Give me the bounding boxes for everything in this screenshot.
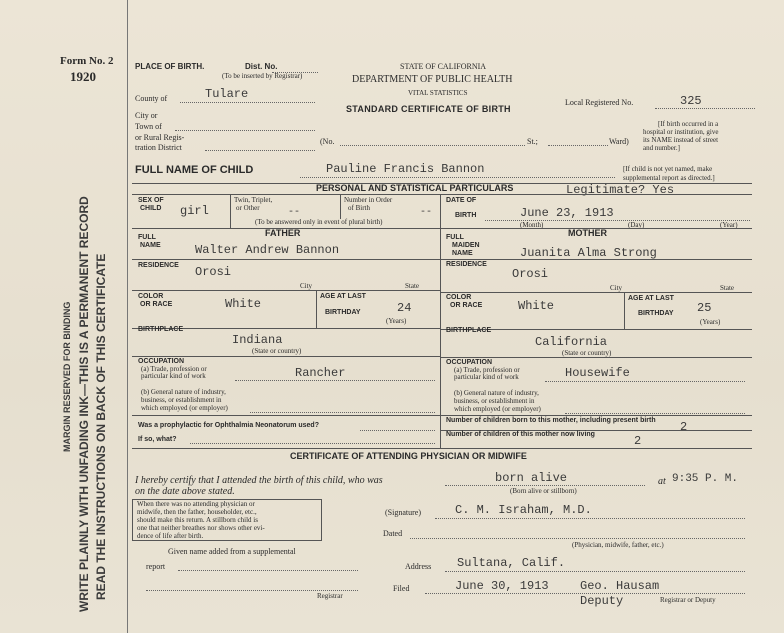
father-full-label-1: FULL: [138, 234, 156, 241]
not-named-note-2: supplemental report as directed.]: [623, 174, 715, 182]
date-label-2: BIRTH: [455, 212, 477, 219]
month-label: (Month): [520, 221, 544, 229]
registrar-name: Geo. Hausam: [580, 579, 660, 593]
father-city-label: City: [300, 282, 313, 290]
order-label-2: of Birth: [348, 204, 370, 212]
town-line: [175, 130, 315, 131]
address-value: Sultana, Calif.: [457, 556, 566, 570]
registered-line: [655, 108, 755, 109]
rule-father-birthplace: [132, 356, 440, 357]
father-years-label: (Years): [386, 317, 407, 325]
hospital-note-3: its NAME instead of street: [643, 136, 719, 144]
father-color-value: White: [225, 297, 262, 311]
mother-occupation-label: OCCUPATION: [446, 359, 493, 366]
mother-birthplace-value: California: [535, 335, 608, 349]
city-label: City or: [135, 111, 158, 120]
children-living-value: 2: [634, 434, 642, 448]
form-year: 1920: [70, 69, 96, 84]
mother-color-label-1: COLOR: [446, 294, 472, 301]
mother-age-label-1: AGE AT LAST: [628, 295, 674, 302]
binding-margin-line: [127, 0, 128, 633]
rule-father-name: [132, 259, 440, 260]
deputy-label: Deputy: [580, 594, 624, 608]
plural-note: (To be answered only in event of plural birth): [255, 218, 383, 226]
mother-occupation-line: [545, 381, 745, 382]
rule-sex-right: [230, 194, 231, 228]
rule-mother-color: [624, 292, 625, 329]
no-label: (No.: [320, 137, 335, 146]
father-residence-label: RESIDENCE: [138, 262, 179, 269]
st-label: St.;: [527, 137, 538, 146]
order-label-1: Number in Order: [344, 196, 393, 204]
rule-mother-residence: [440, 292, 752, 293]
county-label: County of: [135, 94, 168, 103]
father-industry-label-2: business, or establishment in: [141, 396, 222, 404]
hospital-note-2: hospital or institution, give: [643, 128, 719, 136]
report-line: [178, 570, 358, 571]
twin-value: --: [288, 207, 301, 218]
dist-note: (To be inserted by Registrar): [222, 72, 303, 80]
father-name-value: Walter Andrew Bannon: [195, 243, 340, 257]
hospital-note-1: [If birth occurred in a: [658, 120, 719, 128]
rule-mother-birthplace: [440, 357, 752, 358]
day-label: (Day): [628, 221, 645, 229]
rural-line: [205, 150, 315, 151]
rule-twin-right: [340, 194, 341, 219]
children-born-value: 2: [680, 420, 688, 434]
full-name-label: FULL NAME OF CHILD: [135, 164, 254, 176]
filed-value: June 30, 1913: [455, 579, 549, 593]
father-state-country: (State or country): [252, 347, 302, 355]
mother-trade-label-1: (a) Trade, profession or: [454, 366, 520, 374]
rule-parents-top: [132, 228, 752, 229]
signature-line: [435, 518, 745, 519]
mother-color-label-2: OR RACE: [450, 302, 483, 309]
registrar-or-deputy: Registrar or Deputy: [660, 596, 716, 604]
rule-mother-occupation: [440, 415, 752, 416]
filed-label: Filed: [393, 584, 410, 593]
county-line: [180, 102, 315, 103]
mother-full-label-3: NAME: [452, 250, 473, 257]
full-name-line: [300, 177, 615, 178]
instruction-note-5: dence of life after birth.: [137, 532, 204, 540]
children-born-label: Number of children born to this mother, including present birth: [446, 417, 656, 424]
ward-label: Ward): [609, 137, 629, 146]
father-industry-label-3: which employed (or employer): [141, 404, 228, 412]
prophylactic-line: [360, 430, 435, 431]
date-label-1: DATE OF: [446, 197, 477, 204]
father-residence-value: Orosi: [195, 265, 232, 279]
mother-heading: MOTHER: [568, 228, 607, 238]
date-value: June 23, 1913: [520, 206, 614, 220]
mother-age-value: 25: [697, 301, 712, 315]
county-value: Tulare: [205, 87, 249, 101]
certify-text: I hereby certify that I attended the birth of this child, who was: [135, 475, 383, 486]
rule-father-residence: [132, 290, 440, 291]
given-name-label: Given name added from a supplemental: [168, 547, 296, 556]
father-industry-line: [250, 412, 435, 413]
rule-father-occupation: [132, 415, 440, 416]
town-label: Town of: [135, 122, 162, 131]
vertical-margin-reserved: MARGIN RESERVED FOR BINDING: [62, 301, 72, 452]
father-heading: FATHER: [265, 228, 301, 238]
personal-heading: PERSONAL AND STATISTICAL PARTICULARS: [316, 183, 514, 193]
vital-statistics: VITAL STATISTICS: [408, 89, 468, 97]
department-public-health: DEPARTMENT OF PUBLIC HEALTH: [352, 74, 513, 85]
time-value: 9:35 P. M.: [672, 473, 739, 485]
mother-industry-label-1: (b) General nature of industry,: [454, 389, 539, 397]
children-living-label: Number of children of this mother now living: [446, 431, 595, 438]
signature-value: C. M. Israham, M.D.: [455, 503, 592, 517]
rule-personal-bottom: [132, 194, 752, 195]
instruction-note-3: should make this return. A stillborn child is: [137, 516, 258, 524]
mother-state-country: (State or country): [562, 349, 612, 357]
father-state-label: State: [405, 282, 419, 290]
mother-occupation-value: Housewife: [565, 366, 630, 380]
street-line: [340, 145, 525, 146]
physician-note: (Physician, midwife, father, etc.): [572, 541, 664, 549]
mother-full-label-1: FULL: [446, 234, 464, 241]
signature-label: (Signature): [385, 508, 421, 517]
father-age-value: 24: [397, 301, 412, 315]
mother-residence-value: Orosi: [512, 267, 549, 281]
mother-name-value: Juanita Alma Strong: [520, 246, 657, 260]
legitimate-value: Legitimate? Yes: [566, 183, 675, 197]
born-alive-line: [445, 485, 645, 486]
father-full-label-2: NAME: [140, 242, 161, 249]
rule-mother-name: [440, 259, 752, 260]
mother-years-label: (Years): [700, 318, 721, 326]
father-occupation-line: [235, 380, 435, 381]
mother-full-label-2: MAIDEN: [452, 242, 480, 249]
at-label: at: [658, 476, 666, 487]
registrar-line: [146, 590, 358, 591]
mother-state-label: State: [720, 284, 734, 292]
registrar-label: Registrar: [317, 592, 343, 600]
date-above: on the date above stated.: [135, 486, 235, 497]
not-named-note-1: [If child is not yet named, make: [623, 165, 713, 173]
prophylactic-label: Was a prophylactic for Ophthalmia Neonatorum used?: [138, 422, 319, 429]
born-note: (Born alive or stillborn): [510, 487, 577, 495]
instruction-note-2: midwife, then the father, householder, etc.,: [137, 508, 257, 516]
registered-no-value: 325: [680, 94, 702, 108]
standard-certificate-title: STANDARD CERTIFICATE OF BIRTH: [346, 104, 511, 114]
sex-value: girl: [180, 204, 209, 218]
vertical-read-instructions: READ THE INSTRUCTIONS ON BACK OF THIS CERTIFICATE: [94, 253, 108, 600]
mother-industry-line: [565, 413, 745, 414]
father-age-label-2: BIRTHDAY: [325, 309, 361, 316]
father-industry-label-1: (b) General nature of industry,: [141, 388, 226, 396]
rule-certificate-top: [132, 448, 752, 449]
mother-birthplace-label: BIRTHPLACE: [446, 327, 492, 334]
father-trade-label-2: particular kind of work: [141, 372, 206, 380]
twin-label-2: or Other: [236, 204, 260, 212]
rule-order-right: [440, 194, 441, 228]
rule-father-color: [316, 290, 317, 328]
address-line: [445, 571, 745, 572]
registered-no-label: Local Registered No.: [565, 98, 634, 107]
if-so-line: [190, 443, 435, 444]
sex-label-2: CHILD: [140, 205, 162, 212]
father-trade-label-1: (a) Trade, profession or: [141, 365, 207, 373]
twin-label-1: Twin, Triplet,: [234, 196, 273, 204]
if-so-label: If so, what?: [138, 436, 177, 443]
father-color-label-2: OR RACE: [140, 301, 173, 308]
state-of-california: STATE OF CALIFORNIA: [400, 62, 487, 71]
father-birthplace-label: BIRTHPLACE: [138, 326, 184, 333]
instruction-note-1: When there was no attending physician or: [137, 500, 255, 508]
born-alive-value: born alive: [495, 471, 568, 485]
vertical-permanent-record: WRITE PLAINLY WITH UNFADING INK—THIS IS A PERMANENT RECORD: [77, 196, 91, 612]
ward-line: [548, 145, 608, 146]
address-label: Address: [405, 562, 432, 571]
year-label: (Year): [720, 221, 738, 229]
tration-label: tration District: [135, 143, 182, 152]
report-label: report: [146, 562, 166, 571]
dist-no-label: Dist. No.: [245, 62, 278, 71]
rural-label: or Rural Regis-: [135, 133, 185, 142]
father-occupation-value: Rancher: [295, 366, 346, 380]
place-of-birth-label: PLACE OF BIRTH.: [135, 62, 205, 71]
mother-age-label-2: BIRTHDAY: [638, 310, 674, 317]
hospital-note-4: and number.]: [643, 144, 680, 152]
dated-line: [410, 538, 745, 539]
dated-label: Dated: [383, 529, 403, 538]
mother-color-value: White: [518, 299, 555, 313]
father-age-label-1: AGE AT LAST: [320, 293, 366, 300]
instruction-note-4: one that neither breathes nor shows other evi-: [137, 524, 265, 532]
mother-city-label: City: [610, 284, 623, 292]
father-birthplace-value: Indiana: [232, 333, 283, 347]
full-name-value: Pauline Francis Bannon: [326, 162, 485, 176]
mother-industry-label-2: business, or establishment in: [454, 397, 535, 405]
sex-label-1: SEX OF: [138, 197, 164, 204]
father-occupation-label: OCCUPATION: [138, 358, 185, 365]
mother-industry-label-3: which employed (or employer): [454, 405, 541, 413]
father-color-label-1: COLOR: [138, 293, 164, 300]
mother-trade-label-2: particular kind of work: [454, 373, 519, 381]
order-value: --: [420, 207, 433, 218]
certificate-heading: CERTIFICATE OF ATTENDING PHYSICIAN OR MIDWIFE: [290, 451, 527, 461]
form-number: Form No. 2: [60, 55, 114, 67]
mother-residence-label: RESIDENCE: [446, 261, 487, 268]
